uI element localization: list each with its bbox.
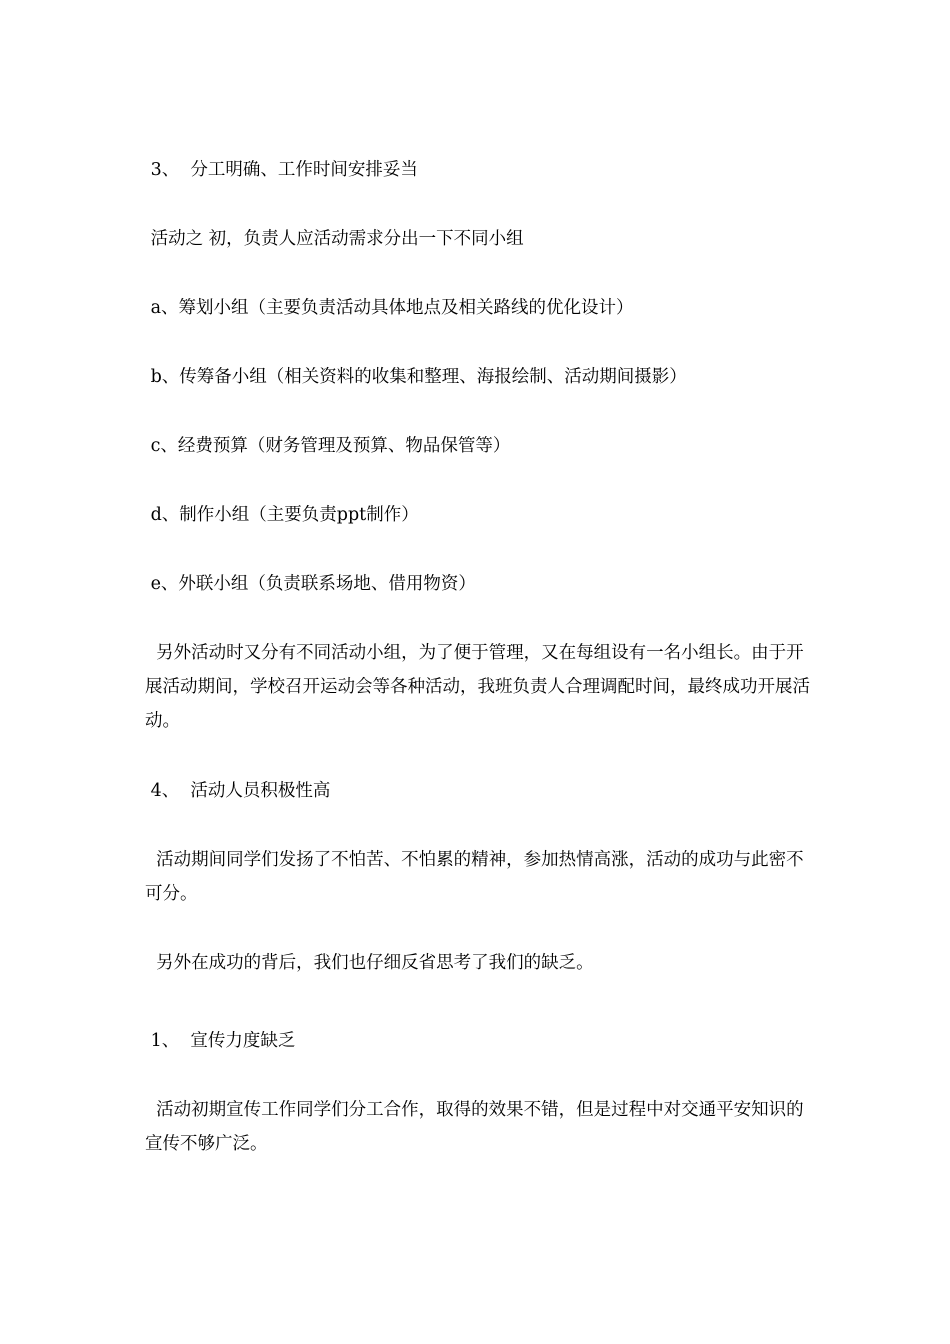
paragraph-intro-groups: 活动之 初，负责人应活动需求分出一下不同小组 — [145, 229, 524, 249]
section-heading-3: 3、 分工明确、工作时间安排妥当 — [145, 160, 418, 180]
paragraph-publicity: 活动初期宣传工作同学们分工合作，取得的效果不错，但是过程中对交通平安知识的宣传不够广泛。 — [145, 1100, 804, 1154]
section-heading-4: 4、 活动人员积极性高 — [145, 781, 331, 801]
list-item-d: d、制作小组（主要负责ppt制作） — [145, 505, 419, 525]
paragraph-enthusiasm: 活动期间同学们发扬了不怕苦、不怕累的精神，参加热情高涨，活动的成功与此密不可分。 — [145, 850, 804, 904]
paragraph-group-leaders: 另外活动时又分有不同活动小组，为了便于管理，又在每组设有一名小组长。由于开展活动期间，学校召开运动会等各种活动，我班负责人合理调配时间，最终成功开展活动。 — [145, 643, 810, 731]
list-item-a: a、筹划小组（主要负责活动具体地点及相关路线的优化设计） — [145, 298, 634, 318]
paragraph-reflection: 另外在成功的背后，我们也仔细反省思考了我们的缺乏。 — [145, 953, 594, 973]
section-heading-1: 1、 宣传力度缺乏 — [145, 1031, 296, 1051]
list-item-b: b、传筹备小组（相关资料的收集和整理、海报绘制、活动期间摄影） — [145, 367, 687, 387]
list-item-c: c、经费预算（财务管理及预算、物品保管等） — [145, 436, 511, 456]
list-item-e: e、外联小组（负责联系场地、借用物资） — [145, 574, 476, 594]
